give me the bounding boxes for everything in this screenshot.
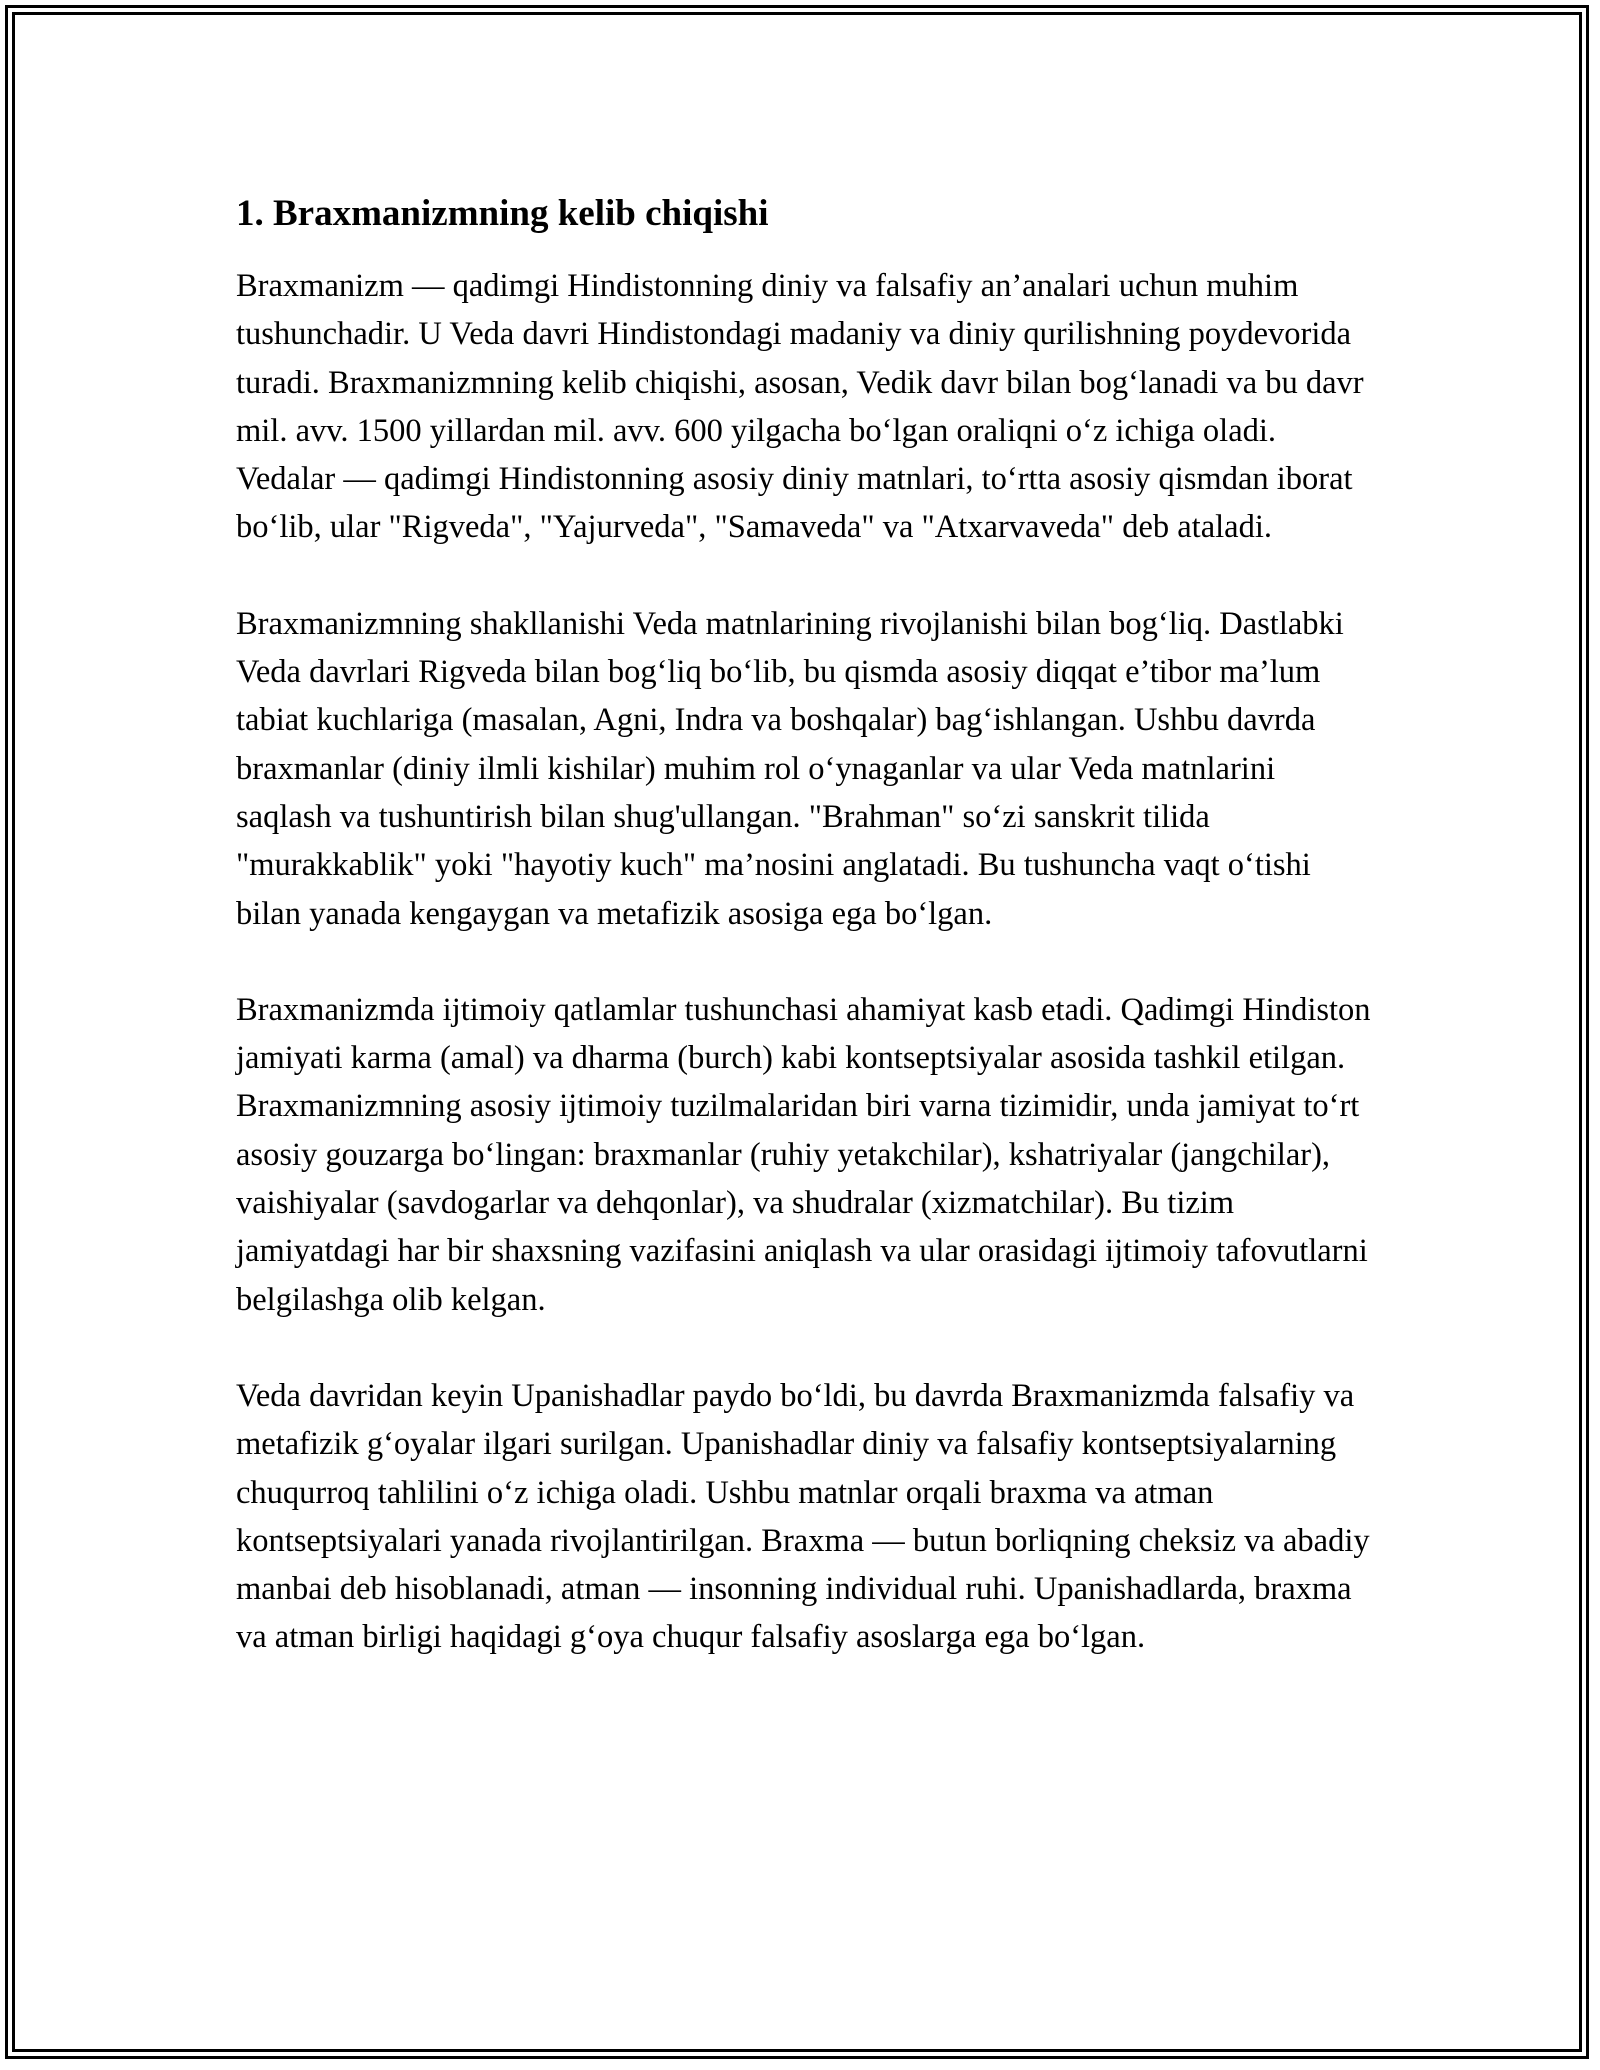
section-heading: 1. Braxmanizmning kelib chiqishi	[236, 193, 769, 234]
paragraph-1: Braxmanizm — qadimgi Hindistonning diniy va falsafiy an’analari uchun muhim tushunchadir. U Veda davri Hindistondagi madaniy va diniy qurilishning poydevorida turadi. Braxmanizmning kelib chiqishi, asosan, Vedik davr bilan bog‘lanadi va bu davr mil. avv. 1500 yillardan mil. avv. 600 yilgacha bo‘lgan oraliqni o‘z ichiga oladi. Vedalar — qadimgi Hindistonning asosiy diniy matnlari, to‘rtta asosiy qismdan iborat bo‘lib, ular "Rigveda", "Yajurveda", "Samaveda" va "Atxarvaveda" deb ataladi.	[236, 268, 1364, 546]
paragraph-2: Braxmanizmning shakllanishi Veda matnlarining rivojlanishi bilan bog‘liq. Dastlabki Veda davrlari Rigveda bilan bog‘liq bo‘lib, bu qismda asosiy diqqat e’tibor ma’lum tabiat kuchlariga (masalan, Agni, Indra va boshqalar) bag‘ishlangan. Ushbu davrda braxmanlar (diniy ilmli kishilar) muhim rol o‘ynaganlar va ular Veda matnlarini saqlash va tushuntirish bilan shug'ullangan. "Brahman" so‘zi sanskrit tilida "murakkablik" yoki "hayotiy kuch" ma’nosini anglatadi. Bu tushuncha vaqt o‘tishi bilan yanada kengaygan va metafizik asosiga ega bo‘lgan.	[236, 605, 1344, 932]
paragraph-3: Braxmanizmda ijtimoiy qatlamlar tushunchasi ahamiyat kasb etadi. Qadimgi Hindiston jamiyati karma (amal) va dharma (burch) kabi kontseptsiyalar asosida tashkil etilgan. Braxmanizmning asosiy ijtimoiy tuzilmalaridan biri varna tizimidir, unda jamiyat to‘rt asosiy gouzarga bo‘lingan: braxmanlar (ruhiy yetakchilar), kshatriyalar (jangchilar), vaishiyalar (savdogarlar va dehqonlar), va shudralar (xizmatchilar). Bu tizim jamiyatdagi har bir shaxsning vazifasini aniqlash va ular orasidagi ijtimoiy tafovutlarni belgilashga olib kelgan.	[236, 991, 1371, 1318]
document-body	[236, 186, 1376, 1710]
paragraph-4: Veda davridan keyin Upanishadlar paydo bo‘ldi, bu davrda Braxmanizmda falsafiy va metafizik g‘oyalar ilgari surilgan. Upanishadlar diniy va falsafiy kontseptsiyalarning chuqurroq tahlilini o‘z ichiga oladi. Ushbu matnlar orqali braxma va atman kontseptsiyalari yanada rivojlantirilgan. Braxma — butun borliqning cheksiz va abadiy manbai deb hisoblanadi, atman — insonning individual ruhi. Upanishadlarda, braxma va atman birligi haqidagi g‘oya chuqur falsafiy asoslarga ega bo‘lgan.	[236, 1377, 1370, 1656]
